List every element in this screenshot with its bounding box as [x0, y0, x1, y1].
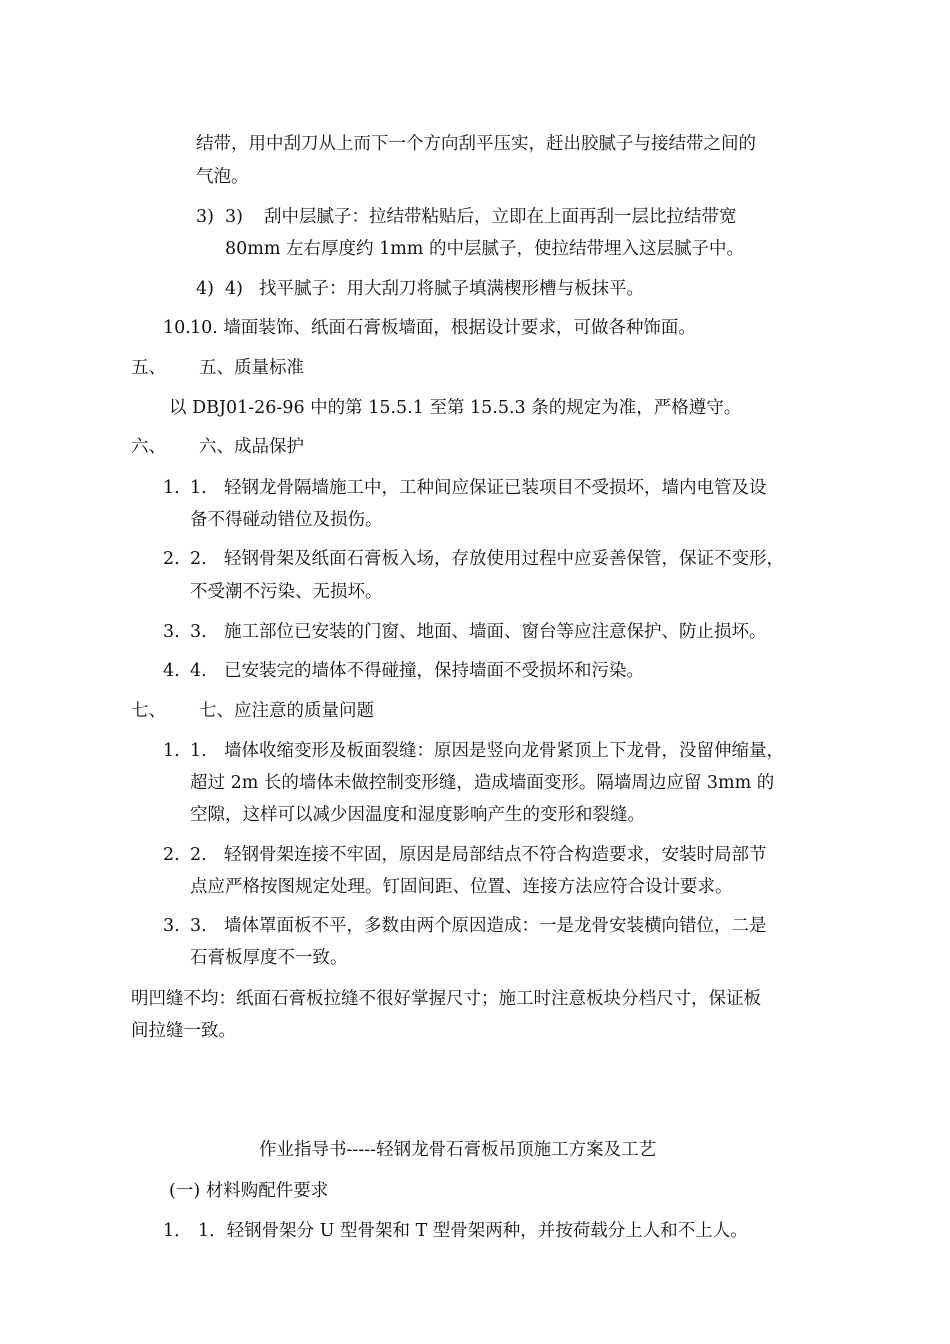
paragraph-line: 明凹缝不均：纸面石膏板拉缝不很好掌握尺寸；施工时注意板块分档尺寸，保证板 [131, 989, 761, 1009]
list-number: 3. [163, 622, 180, 642]
sub-heading: (一) 材料购配件要求 [169, 1181, 329, 1201]
list-item-text: 轻钢骨架连接不牢固，原因是局部结点不符合构造要求，安装时局部节 [224, 845, 767, 865]
list-label: 3. [190, 622, 207, 642]
list-item-text: 超过 2m 长的墙体未做控制变形缝，造成墙面变形。隔墙周边应留 3mm 的 [190, 773, 775, 793]
list-item-text: 不受潮不污染、无损坏。 [190, 582, 383, 602]
list-item-text: 施工部位已安装的门窗、地面、墙面、窗台等应注意保护、防止损坏。 [224, 622, 767, 642]
paragraph-line: 以 DBJ01-26-96 中的第 15.5.1 至第 15.5.3 条的规定为准，严格遵守。 [169, 398, 742, 418]
section-number: 六、 [131, 437, 166, 457]
list-label: 3) [225, 207, 243, 227]
list-number: 3) [196, 207, 214, 227]
list-label: 1. [190, 478, 207, 498]
list-item-text: 空隙，这样可以减少因温度和湿度影响产生的变形和裂缝。 [190, 805, 645, 825]
list-label: 4. [190, 661, 207, 681]
list-item-text: 1．轻钢骨架分 U 型骨架和 T 型骨架两种，并按荷载分上人和不上人。 [198, 1221, 748, 1241]
section-heading: 五、质量标准 [199, 358, 304, 378]
section-heading: 七、应注意的质量问题 [199, 701, 374, 721]
list-item-text: 轻钢龙骨隔墙施工中，工种间应保证已装项目不受损坏，墙内电管及设 [224, 478, 767, 498]
list-label: 2. [190, 549, 207, 569]
list-number: 2. [163, 845, 180, 865]
list-item-text: 墙体罩面板不平，多数由两个原因造成：一是龙骨安装横向错位，二是 [224, 916, 767, 936]
paragraph-line: 间拉缝一致。 [131, 1021, 236, 1041]
section-number: 五、 [131, 358, 166, 378]
list-item-text: 80mm 左右厚度约 1mm 的中层腻子，使拉结带埋入这层腻子中。 [225, 239, 744, 259]
list-item-text: 石膏板厚度不一致。 [190, 948, 348, 968]
list-item-text: 已安装完的墙体不得碰撞，保持墙面不受损坏和污染。 [224, 661, 644, 681]
list-label: 3. [190, 916, 207, 936]
list-number: 4) [196, 279, 214, 299]
list-item-text: 找平腻子：用大刮刀将腻子填满楔形槽与板抹平。 [259, 279, 644, 299]
document-title: 作业指导书-----轻钢龙骨石膏板吊顶施工方案及工艺 [259, 1140, 657, 1160]
list-item-text: 备不得碰动错位及损伤。 [190, 510, 383, 530]
list-number: 2. [163, 549, 180, 569]
section-heading: 六、成品保护 [199, 437, 304, 457]
list-number: 4. [163, 661, 180, 681]
list-number: 3. [163, 916, 180, 936]
list-label: 4) [225, 279, 243, 299]
list-item-text: 10. 墙面装饰、纸面石膏板墙面，根据设计要求，可做各种饰面。 [190, 318, 696, 338]
list-number: 1. [163, 478, 180, 498]
list-item-text: 墙体收缩变形及板面裂缝：原因是竖向龙骨紧顶上下龙骨，没留伸缩量， [224, 741, 784, 761]
list-number: 10. [163, 318, 191, 338]
list-number: 1. [163, 741, 180, 761]
paragraph-line: 气泡。 [196, 167, 249, 187]
list-item-text: 点应严格按图规定处理。钉固间距、位置、连接方法应符合设计要求。 [190, 877, 733, 897]
list-label: 2. [190, 845, 207, 865]
section-number: 七、 [131, 701, 166, 721]
list-item-text: 刮中层腻子：拉结带粘贴后，立即在上面再刮一层比拉结带宽 [264, 207, 737, 227]
paragraph-line: 结带，用中刮刀从上而下一个方向刮平压实，赶出胶腻子与接结带之间的 [196, 134, 756, 154]
list-item-text: 轻钢骨架及纸面石膏板入场，存放使用过程中应妥善保管，保证不变形， [224, 549, 784, 569]
list-label: 1. [190, 741, 207, 761]
list-number: 1． [163, 1221, 192, 1241]
